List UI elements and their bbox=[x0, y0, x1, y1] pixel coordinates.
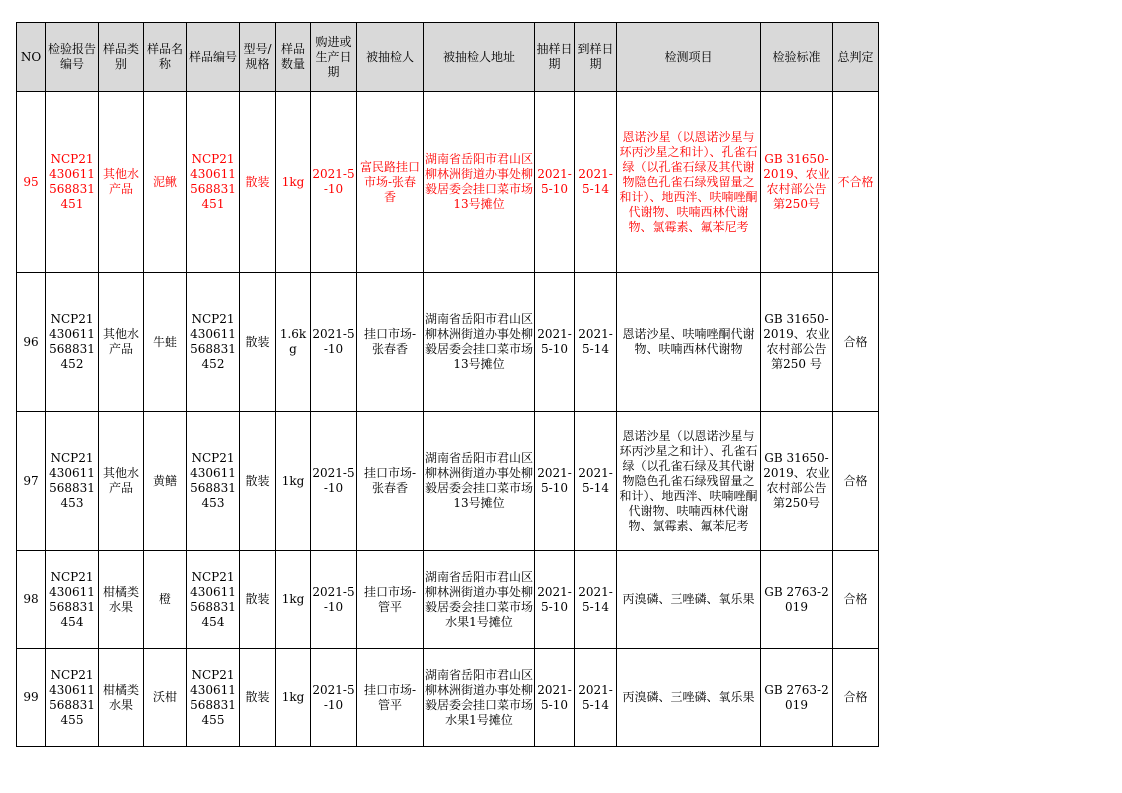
cell-items: 恩诺沙星（以恩诺沙星与环丙沙星之和计）、孔雀石绿（以孔雀石绿及其代谢物隐色孔雀石绿残留量之和计）、地西泮、呋喃唑酮代谢物、呋喃西林代谢物、氯霉素、氟苯尼考 bbox=[617, 412, 761, 551]
table-row bbox=[17, 551, 879, 649]
cell-standard: GB 31650-2019、农业农村部公告第250号 bbox=[761, 92, 833, 273]
cell-sample-no: NCP21430611568831455 bbox=[187, 649, 240, 747]
header-address: 被抽检人地址 bbox=[424, 23, 535, 92]
cell-no: 95 bbox=[17, 92, 46, 273]
cell-category: 柑橘类水果 bbox=[99, 551, 144, 649]
cell-no: 99 bbox=[17, 649, 46, 747]
cell-sample-date: 2021-5-10 bbox=[535, 649, 575, 747]
cell-report-no: NCP21430611568831451 bbox=[46, 92, 99, 273]
table-row bbox=[17, 649, 879, 747]
inspection-table bbox=[16, 22, 879, 747]
cell-sample-no: NCP21430611568831453 bbox=[187, 412, 240, 551]
cell-address: 湖南省岳阳市君山区柳林洲街道办事处柳毅居委会挂口菜市场13号摊位 bbox=[424, 412, 535, 551]
header-buy-date: 购进或生产日期 bbox=[311, 23, 357, 92]
cell-sample-date: 2021-5-10 bbox=[535, 273, 575, 412]
cell-verdict: 不合格 bbox=[833, 92, 879, 273]
cell-buy-date: 2021-5-10 bbox=[311, 92, 357, 273]
cell-buy-date: 2021-5-10 bbox=[311, 551, 357, 649]
cell-inspectee: 挂口市场-张春香 bbox=[357, 273, 424, 412]
cell-spec: 散装 bbox=[240, 273, 276, 412]
cell-sample-date: 2021-5-10 bbox=[535, 412, 575, 551]
cell-report-no: NCP21430611568831453 bbox=[46, 412, 99, 551]
cell-standard: GB 31650-2019、农业农村部公告第250 号 bbox=[761, 273, 833, 412]
cell-sample-date: 2021-5-10 bbox=[535, 551, 575, 649]
cell-standard: GB 2763-2019 bbox=[761, 649, 833, 747]
cell-category: 其他水产品 bbox=[99, 273, 144, 412]
cell-spec: 散装 bbox=[240, 92, 276, 273]
cell-address: 湖南省岳阳市君山区柳林洲街道办事处柳毅居委会挂口菜市场水果1号摊位 bbox=[424, 551, 535, 649]
cell-sample-date: 2021-5-10 bbox=[535, 92, 575, 273]
cell-qty: 1kg bbox=[276, 412, 311, 551]
cell-spec: 散装 bbox=[240, 649, 276, 747]
header-report-no: 检验报告编号 bbox=[46, 23, 99, 92]
cell-qty: 1.6kg bbox=[276, 273, 311, 412]
header-sample-date: 抽样日期 bbox=[535, 23, 575, 92]
cell-arrive-date: 2021-5-14 bbox=[575, 412, 617, 551]
cell-report-no: NCP21430611568831454 bbox=[46, 551, 99, 649]
header-sample-name: 样品名称 bbox=[144, 23, 187, 92]
cell-qty: 1kg bbox=[276, 649, 311, 747]
cell-verdict: 合格 bbox=[833, 273, 879, 412]
cell-sample-no: NCP21430611568831451 bbox=[187, 92, 240, 273]
cell-sample-no: NCP21430611568831452 bbox=[187, 273, 240, 412]
cell-inspectee: 挂口市场-张春香 bbox=[357, 412, 424, 551]
cell-standard: GB 2763-2019 bbox=[761, 551, 833, 649]
table-row bbox=[17, 92, 879, 273]
cell-inspectee: 挂口市场-管平 bbox=[357, 649, 424, 747]
table-row bbox=[17, 273, 879, 412]
cell-qty: 1kg bbox=[276, 551, 311, 649]
cell-spec: 散装 bbox=[240, 412, 276, 551]
cell-sample-name: 黄鳝 bbox=[144, 412, 187, 551]
cell-arrive-date: 2021-5-14 bbox=[575, 273, 617, 412]
cell-sample-name: 牛蛙 bbox=[144, 273, 187, 412]
header-items: 检测项目 bbox=[617, 23, 761, 92]
cell-no: 97 bbox=[17, 412, 46, 551]
header-spec: 型号/规格 bbox=[240, 23, 276, 92]
cell-category: 柑橘类水果 bbox=[99, 649, 144, 747]
cell-qty: 1kg bbox=[276, 92, 311, 273]
cell-items: 丙溴磷、三唑磷、氧乐果 bbox=[617, 551, 761, 649]
cell-no: 96 bbox=[17, 273, 46, 412]
cell-category: 其他水产品 bbox=[99, 412, 144, 551]
cell-arrive-date: 2021-5-14 bbox=[575, 649, 617, 747]
cell-sample-name: 橙 bbox=[144, 551, 187, 649]
cell-verdict: 合格 bbox=[833, 551, 879, 649]
cell-sample-no: NCP21430611568831454 bbox=[187, 551, 240, 649]
cell-report-no: NCP21430611568831455 bbox=[46, 649, 99, 747]
cell-category: 其他水产品 bbox=[99, 92, 144, 273]
header-inspectee: 被抽检人 bbox=[357, 23, 424, 92]
header-row bbox=[17, 23, 879, 92]
cell-buy-date: 2021-5-10 bbox=[311, 273, 357, 412]
cell-report-no: NCP21430611568831452 bbox=[46, 273, 99, 412]
cell-items: 丙溴磷、三唑磷、氧乐果 bbox=[617, 649, 761, 747]
cell-address: 湖南省岳阳市君山区柳林洲街道办事处柳毅居委会挂口菜市场13号摊位 bbox=[424, 273, 535, 412]
header-standard: 检验标准 bbox=[761, 23, 833, 92]
cell-arrive-date: 2021-5-14 bbox=[575, 92, 617, 273]
cell-address: 湖南省岳阳市君山区柳林洲街道办事处柳毅居委会挂口菜市场水果1号摊位 bbox=[424, 649, 535, 747]
table-row bbox=[17, 412, 879, 551]
header-qty: 样品数量 bbox=[276, 23, 311, 92]
cell-address: 湖南省岳阳市君山区柳林洲街道办事处柳毅居委会挂口菜市场13号摊位 bbox=[424, 92, 535, 273]
cell-verdict: 合格 bbox=[833, 649, 879, 747]
cell-inspectee: 挂口市场-管平 bbox=[357, 551, 424, 649]
cell-standard: GB 31650-2019、农业农村部公告第250号 bbox=[761, 412, 833, 551]
cell-spec: 散装 bbox=[240, 551, 276, 649]
cell-items: 恩诺沙星（以恩诺沙星与环丙沙星之和计）、孔雀石绿（以孔雀石绿及其代谢物隐色孔雀石绿残留量之和计）、地西泮、呋喃唑酮代谢物、呋喃西林代谢物、氯霉素、氟苯尼考 bbox=[617, 92, 761, 273]
cell-sample-name: 泥鳅 bbox=[144, 92, 187, 273]
header-no: NO bbox=[17, 23, 46, 92]
cell-buy-date: 2021-5-10 bbox=[311, 412, 357, 551]
cell-verdict: 合格 bbox=[833, 412, 879, 551]
cell-sample-name: 沃柑 bbox=[144, 649, 187, 747]
cell-no: 98 bbox=[17, 551, 46, 649]
header-category: 样品类别 bbox=[99, 23, 144, 92]
cell-inspectee: 富民路挂口市场-张春香 bbox=[357, 92, 424, 273]
header-arrive-date: 到样日期 bbox=[575, 23, 617, 92]
header-verdict: 总判定 bbox=[833, 23, 879, 92]
cell-arrive-date: 2021-5-14 bbox=[575, 551, 617, 649]
cell-items: 恩诺沙星、呋喃唑酮代谢物、呋喃西林代谢物 bbox=[617, 273, 761, 412]
header-sample-no: 样品编号 bbox=[187, 23, 240, 92]
cell-buy-date: 2021-5-10 bbox=[311, 649, 357, 747]
